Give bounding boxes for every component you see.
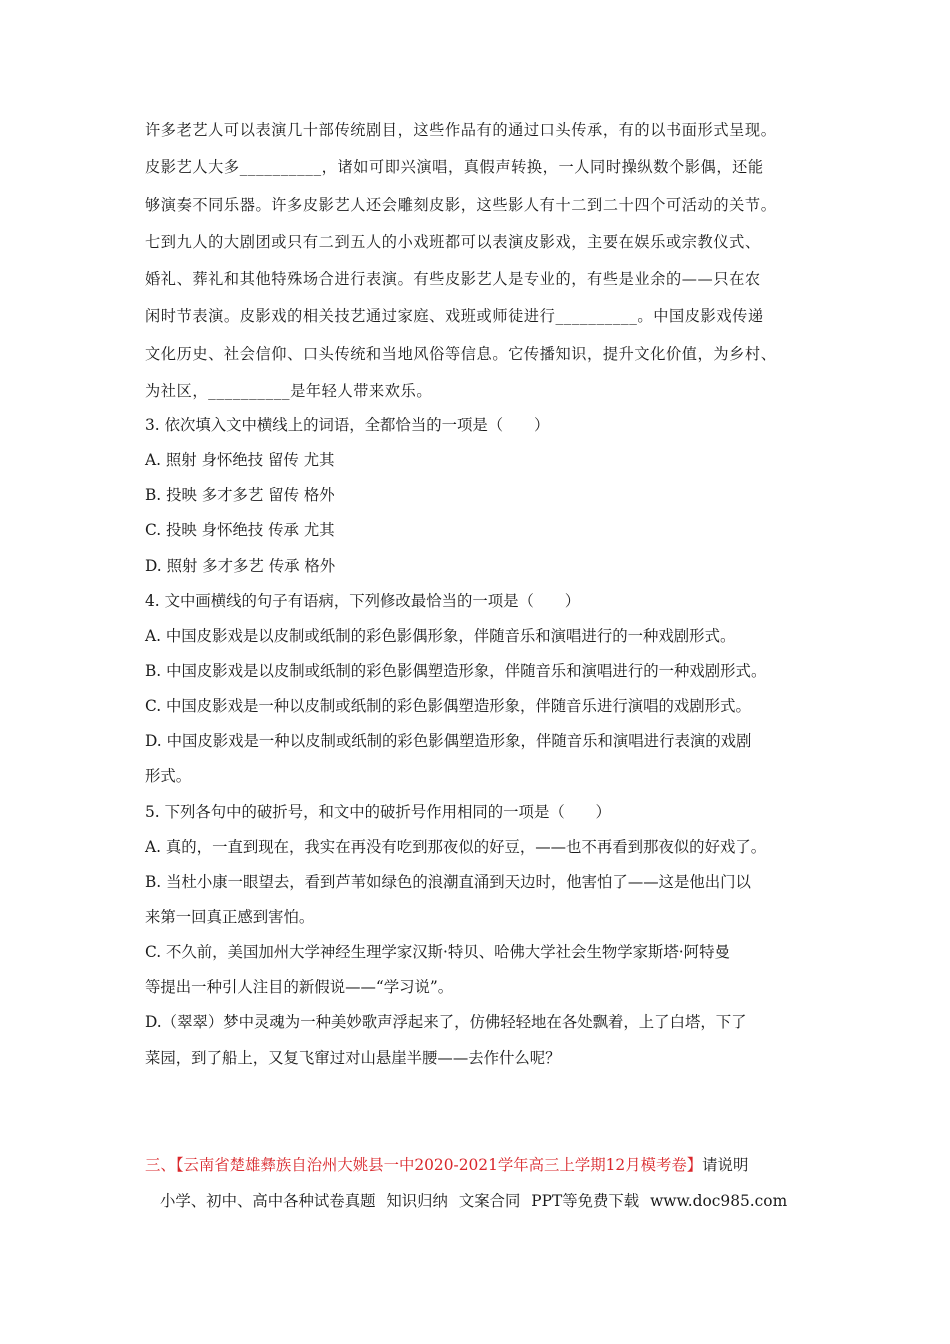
question-3-option-a: A. 照射 身怀绝技 留传 尤其 (145, 451, 335, 470)
section-source: 【云南省楚雄彝族自治州大姚县一中2020-2021学年高三上学期12月模考卷】 (175, 1156, 703, 1174)
question-4-option-a: A. 中国皮影戏是以皮制或纸制的彩色影偶形象，伴随音乐和演唱进行的一种戏剧形式。 (145, 626, 736, 645)
section-heading (145, 1153, 748, 1177)
question-5-option-b: B. 当杜小康一眼望去，看到芦苇如绿色的浪潮直涌到天边时，他害怕了——这是他出门以 (145, 872, 751, 891)
passage-line: 为社区，__________是年轻人带来欢乐。 (145, 382, 433, 401)
question-5-option-a: A. 真的，一直到现在，我实在再没有吃到那夜似的好豆，——也不再看到那夜似的好戏了。 (145, 837, 767, 856)
passage-line: 闲时节表演。皮影戏的相关技艺通过家庭、戏班或师徒进行__________。中国皮影戏传递 (145, 307, 764, 326)
section-number: 三、 (145, 1156, 176, 1174)
question-5-option-c: C. 不久前，美国加州大学神经生理学家汉斯·特贝、哈佛大学社会生物学家斯塔·阿特曼 (145, 943, 730, 962)
question-3-option-d: D. 照射 多才多艺 传承 格外 (145, 556, 336, 575)
question-5-stem: 5. 下列各句中的破折号，和文中的破折号作用相同的一项是（ ） (145, 802, 611, 821)
reading-passage (145, 112, 815, 410)
question-list (145, 408, 825, 1076)
question-3-stem: 3. 依次填入文中横线上的词语，全都恰当的一项是（ ） (145, 416, 550, 434)
passage-line: 婚礼、葬礼和其他特殊场合进行表演。有些皮影艺人是专业的，有些是业余的——只在农 (145, 270, 761, 289)
question-5-option-d: D.（翠翠）梦中灵魂为一种美妙歌声浮起来了，仿佛轻轻地在各处飘着，上了白塔，下了 (145, 1013, 747, 1032)
passage-line: 许多老艺人可以表演几十部传统剧目，这些作品有的通过口头传承，有的以书面形式呈现。 (145, 121, 777, 139)
page-footer: 小学、初中、高中各种试卷真题 知识归纳 文案合同 PPT等免费下载 www.doc985.com (160, 1192, 788, 1210)
question-3-option-c: C. 投映 身怀绝技 传承 尤其 (145, 521, 335, 540)
passage-line: 七到九人的大剧团或只有二到五人的小戏班都可以表演皮影戏，主要在娱乐或宗教仪式、 (145, 232, 761, 251)
question-3-option-b: B. 投映 多才多艺 留传 格外 (145, 486, 335, 505)
question-4-option-d-continued: 形式。 (145, 767, 192, 786)
passage-line: 皮影艺人大多__________，诸如可即兴演唱，真假声转换，一人同时操纵数个影偶，还能 (145, 158, 764, 177)
question-4-option-b: B. 中国皮影戏是以皮制或纸制的彩色影偶塑造形象，伴随音乐和演唱进行的一种戏剧形式。 (145, 661, 767, 680)
question-4-option-c: C. 中国皮影戏是一种以皮制或纸制的彩色影偶塑造形象，伴随音乐进行演唱的戏剧形式。 (145, 697, 751, 716)
question-5-option-b-continued: 来第一回真正感到害怕。 (145, 907, 315, 926)
question-4-stem: 4. 文中画横线的句子有语病，下列修改最恰当的一项是（ ） (145, 591, 581, 610)
section-instruction: 请说明 (702, 1156, 749, 1174)
passage-line: 够演奏不同乐器。许多皮影艺人还会雕刻皮影，这些影人有十二到二十四个可活动的关节。 (145, 195, 777, 214)
question-5-option-c-continued: 等提出一种引人注目的新假说——“学习说”。 (145, 978, 454, 997)
question-5-option-d-continued: 菜园，到了船上，又复飞窜过对山悬崖半腰——去作什么呢？ (145, 1048, 561, 1067)
passage-line: 文化历史、社会信仰、口头传统和当地风俗等信息。它传播知识，提升文化价值，为乡村、 (145, 344, 777, 363)
question-4-option-d: D. 中国皮影戏是一种以皮制或纸制的彩色影偶塑造形象，伴随音乐和演唱进行表演的戏剧 (145, 732, 752, 751)
